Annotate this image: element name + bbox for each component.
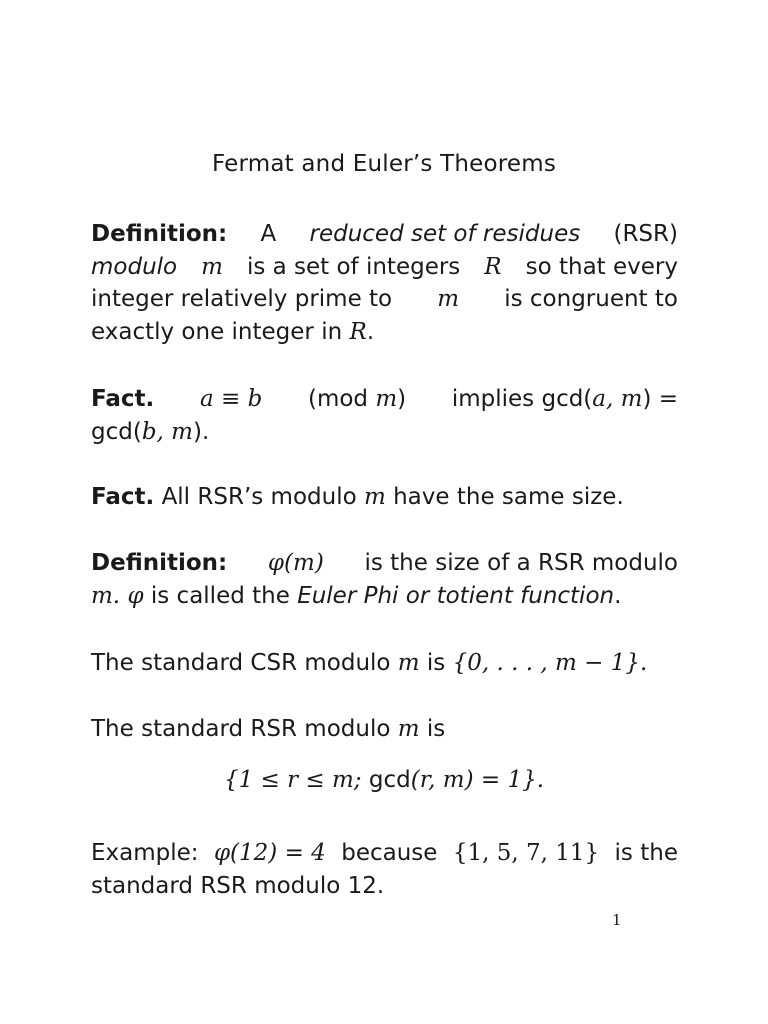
fact-gcd-line-1: Fact. a ≡ b (mod m) implies gcd(a, m) = [91, 383, 678, 416]
definition-rsr-line-1: Definition: A reduced set of residues (RSR) [91, 218, 678, 251]
definition-phi-line-2: m. φ is called the Euler Phi or totient function. [91, 582, 622, 609]
definition-rsr-line-4: exactly one integer in R. [91, 318, 375, 345]
example-line-2: standard RSR modulo 12. [91, 872, 385, 899]
example-phi-12 [91, 837, 678, 902]
definition-phi-line-1: Definition: φ(m) is the size of a RSR modulo [91, 547, 678, 580]
page-title: Fermat and Euler’s Theorems [211, 151, 557, 177]
standard-rsr: The standard RSR modulo m is [91, 716, 446, 742]
example-line-1: Example: φ(12) = 4 because {1, 5, 7, 11} is the [91, 840, 678, 866]
definition-label: Definition: [91, 221, 228, 247]
definition-rsr-line-2: modulo m is a set of integers R so that every [91, 253, 678, 280]
standard-csr: The standard CSR modulo m is {0, . . . , m − 1}. [91, 650, 648, 676]
defined-term: reduced set of residues [309, 221, 581, 247]
definition-rsr [91, 218, 678, 348]
definition-phi [91, 547, 678, 612]
fact-gcd-line-2: gcd(b, m). [91, 418, 210, 445]
definition-rsr-line-3: integer relatively prime to m is congruent to [91, 286, 678, 312]
rsr-formula: {1 ≤ r ≤ m; gcd(r, m) = 1}. [223, 767, 545, 793]
fact-label: Fact. [91, 484, 155, 510]
fact-rsr-size: Fact. All RSR’s modulo m have the same size. [91, 484, 624, 510]
page-number: 1 [612, 911, 622, 929]
definition-label: Definition: [91, 550, 228, 576]
fact-label: Fact. [91, 386, 155, 412]
fact-gcd [91, 383, 678, 448]
defined-term: Euler Phi or totient function [297, 582, 615, 609]
